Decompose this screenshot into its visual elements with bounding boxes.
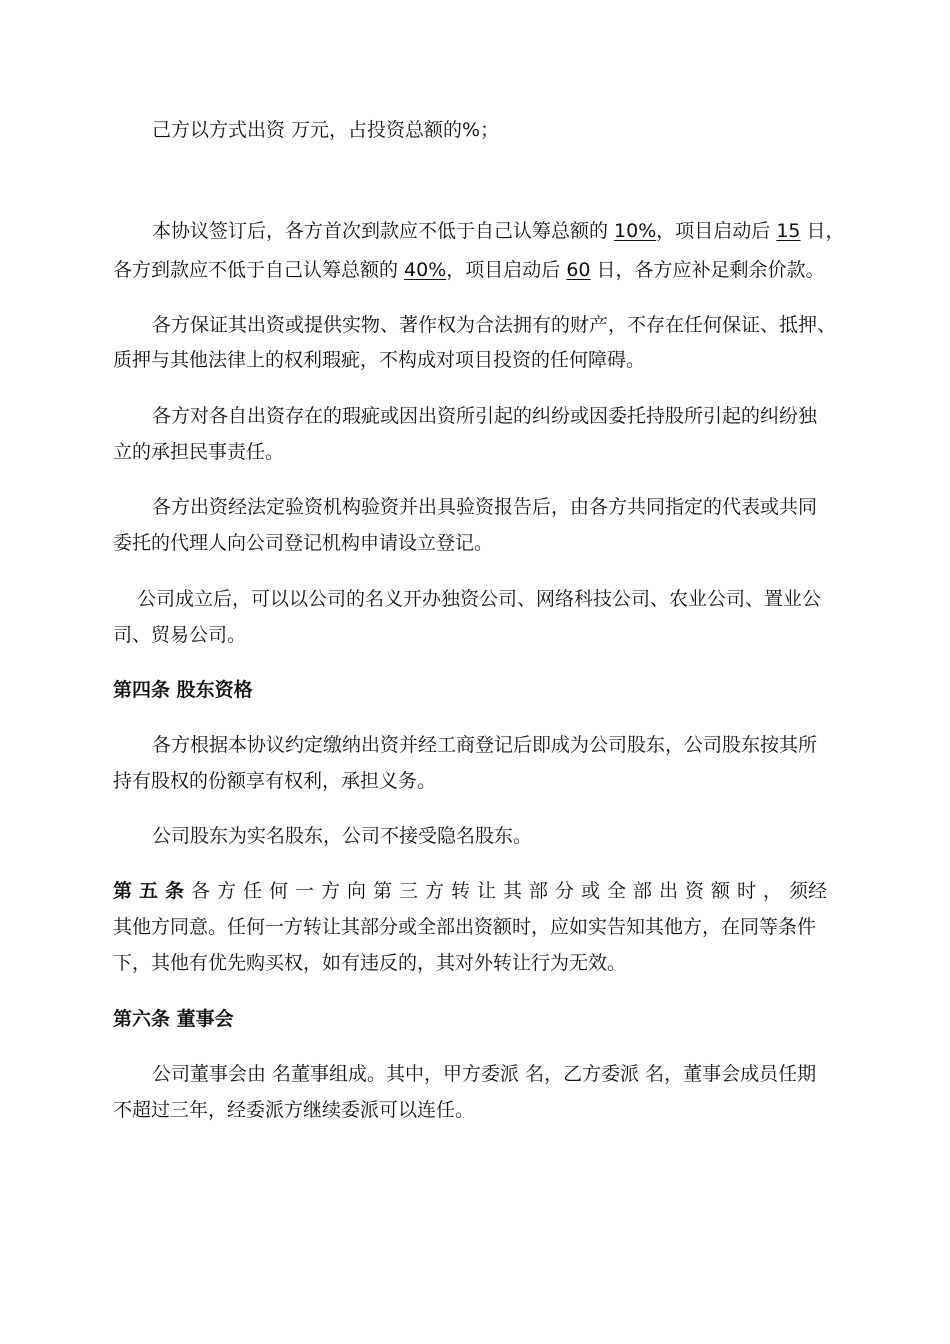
paragraph-article5-line3 xyxy=(113,950,626,976)
paragraph-text: 各方根据本协议约定缴纳出资并经工商登记后即成为公司股东，公司股东按其所 xyxy=(152,734,818,756)
paragraph-board-line1 xyxy=(152,1061,816,1087)
section-heading-article4 xyxy=(113,677,253,703)
paragraph-board-line2 xyxy=(113,1097,474,1123)
paragraph-text: 质押与其他法律上的权利瑕疵，不构成对项目投资的任何障碍。 xyxy=(113,349,646,371)
paragraph-subsidiaries-line2 xyxy=(113,622,246,648)
text-segment: 日， xyxy=(800,220,845,242)
paragraph-realname xyxy=(152,823,532,849)
text-segment: ，项目启动后 xyxy=(656,220,777,242)
paragraph-subsidiaries-line1 xyxy=(137,586,821,612)
paragraph-text: 公司股东为实名股东，公司不接受隐名股东。 xyxy=(152,825,533,847)
paragraph-payment-line2 xyxy=(113,257,825,283)
text-segment: 各方到款应不低于自己认筹总额的 xyxy=(113,259,405,281)
section-heading-article5: 第五条 xyxy=(113,880,192,902)
underlined-value: 15 xyxy=(776,220,801,242)
paragraph-shareholder-line1 xyxy=(152,732,817,758)
paragraph-shareholder-line2 xyxy=(113,768,436,794)
paragraph-article5-line1 xyxy=(113,878,827,904)
paragraph-liability-line2 xyxy=(113,439,284,465)
text-segment: 本协议签订后，各方首次到款应不低于自己认筹总额的 xyxy=(152,220,615,242)
text-segment: 日，各方应补足剩余价款。 xyxy=(590,259,825,281)
paragraph-text: 立的承担民事责任。 xyxy=(113,441,285,463)
paragraph-text: 下，其他有优先购买权，如有违反的，其对外转让行为无效。 xyxy=(113,952,627,974)
paragraph-guarantee-line1 xyxy=(152,312,836,338)
paragraph-payment-line1 xyxy=(152,218,845,244)
underlined-value: 10% xyxy=(614,220,657,242)
paragraph-text: 公司董事会由 名董事组成。其中，甲方委派 名，乙方委派 名，董事会成员任期 xyxy=(152,1063,817,1085)
paragraph-guarantee-line2 xyxy=(113,347,645,373)
paragraph-text: 须经 xyxy=(789,880,828,902)
paragraph-text: 各方任何一方向第三方转让其部分或全部出资额时， xyxy=(191,880,790,902)
paragraph-text: 不超过三年，经委派方继续委派可以连任。 xyxy=(113,1099,475,1121)
paragraph-text: 公司成立后，可以以公司的名义开办独资公司、网络科技公司、农业公司、置业公 xyxy=(137,588,822,610)
paragraph-text: 其他方同意。任何一方转让其部分或全部出资额时，应如实告知其他方，在同等条件 xyxy=(113,916,817,938)
paragraph-registration-line2 xyxy=(113,530,493,556)
paragraph-text: 司、贸易公司。 xyxy=(113,624,247,646)
paragraph-liability-line1 xyxy=(152,403,817,429)
paragraph-text: 委托的代理人向公司登记机构申请设立登记。 xyxy=(113,532,494,554)
paragraph-text: 各方保证其出资或提供实物、著作权为合法拥有的财产，不存在任何保证、抵押、 xyxy=(152,314,837,336)
underlined-value: 60 xyxy=(566,259,591,281)
paragraph-text: 各方对各自出资存在的瑕疵或因出资所引起的纠纷或因委托持股所引起的纠纷独 xyxy=(152,405,818,427)
heading-text: 第六条 董事会 xyxy=(113,1008,234,1030)
paragraph-text: 己方以方式出资 万元，占投资总额的%； xyxy=(152,119,500,141)
heading-text: 第四条 股东资格 xyxy=(113,679,253,701)
paragraph-article5-line2 xyxy=(113,914,816,940)
section-heading-article6 xyxy=(113,1006,234,1032)
text-segment: ，项目启动后 xyxy=(446,259,567,281)
paragraph-capital-contribution xyxy=(152,117,499,143)
paragraph-text: 各方出资经法定验资机构验资并出具验资报告后，由各方共同指定的代表或共同 xyxy=(152,496,818,518)
underlined-value: 40% xyxy=(404,259,447,281)
paragraph-text: 持有股权的份额享有权利，承担义务。 xyxy=(113,770,437,792)
paragraph-registration-line1 xyxy=(152,494,817,520)
